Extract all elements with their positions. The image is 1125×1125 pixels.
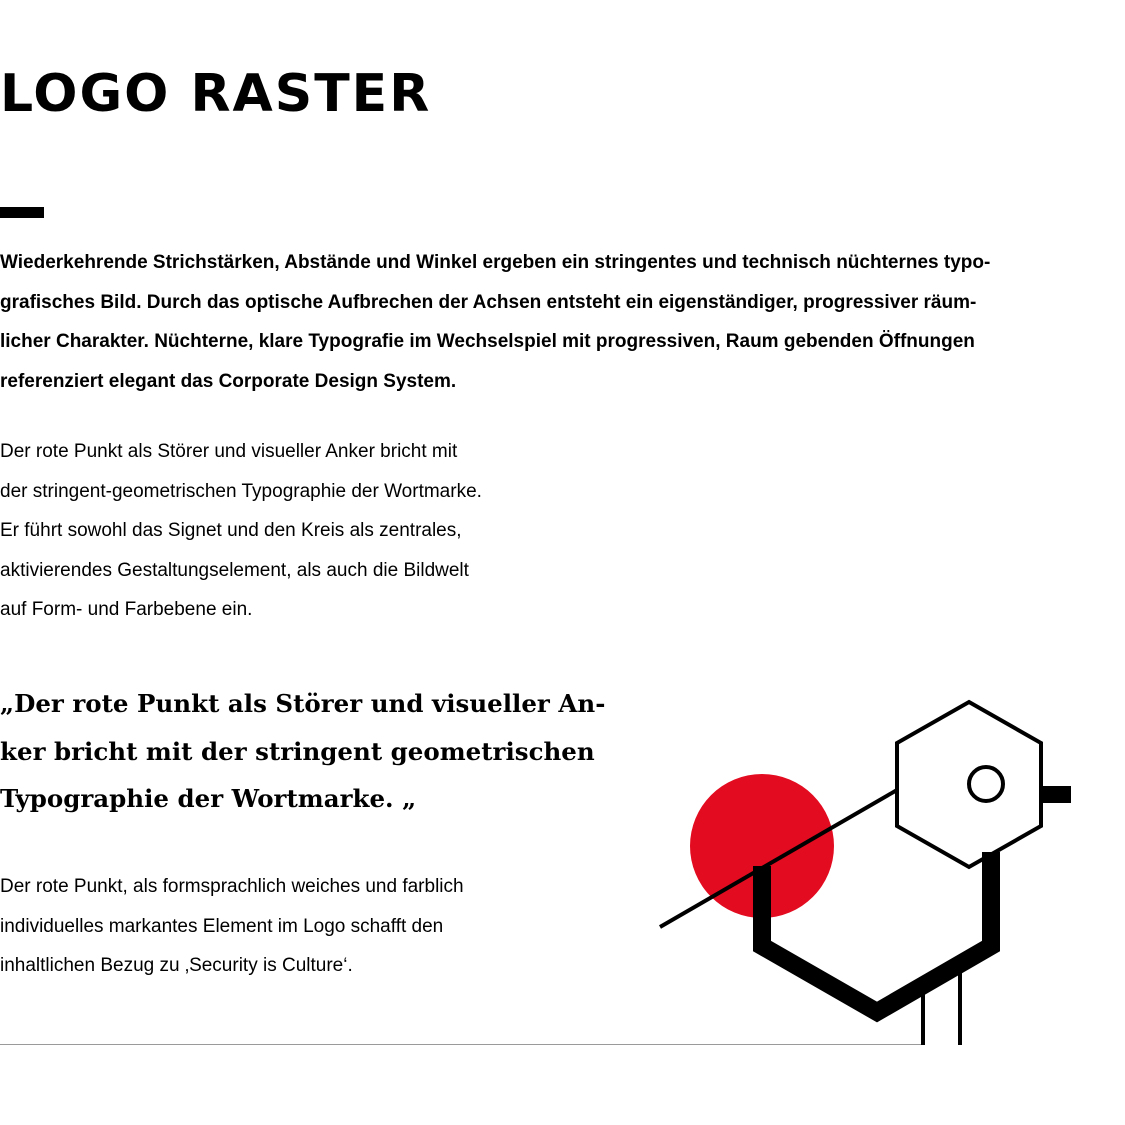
paragraph-line: auf Form- und Farbebene ein.: [0, 599, 253, 620]
paragraph-line: Er führt sowohl das Signet und den Kreis als zentrales,: [0, 520, 462, 541]
beak-block-icon: [1041, 786, 1071, 803]
intro-line: grafisches Bild. Durch das optische Aufbrechen der Achsen entsteht ein eigenständiger, progressiver räum-: [0, 291, 977, 313]
eye-ring-icon: [969, 767, 1003, 801]
intro-line: Wiederkehrende Strichstärken, Abstände und Winkel ergeben ein stringentes und technisch nüchternes typo-: [0, 252, 991, 273]
intro-line: licher Charakter. Nüchterne, klare Typografie im Wechselspiel mit progressiven, Raum gebenden Öffnungen: [0, 331, 975, 352]
quote-line: ker bricht mit der stringent geometrischen: [0, 736, 595, 766]
paragraph-line: aktivierendes Gestaltungselement, als auch die Bildwelt: [0, 559, 469, 581]
paragraph-line: inhaltlichen Bezug zu ‚Security is Culture‘.: [0, 955, 353, 976]
intro-line: referenziert elegant das Corporate Design System.: [0, 370, 457, 392]
paragraph-line: Der rote Punkt, als formsprachlich weiches und farblich: [0, 876, 464, 897]
page-title: LOGO RASTER: [0, 64, 432, 124]
quote-line: Typographie der Wortmarke. „: [0, 784, 417, 813]
quote-line: „Der rote Punkt als Störer und visueller An-: [0, 689, 606, 718]
paragraph-line: individuelles markantes Element im Logo schafft den: [0, 915, 444, 937]
paragraph-line: der stringent-geometrischen Typographie der Wortmarke.: [0, 480, 482, 502]
paragraph-line: Der rote Punkt als Störer und visueller Anker bricht mit: [0, 441, 458, 462]
